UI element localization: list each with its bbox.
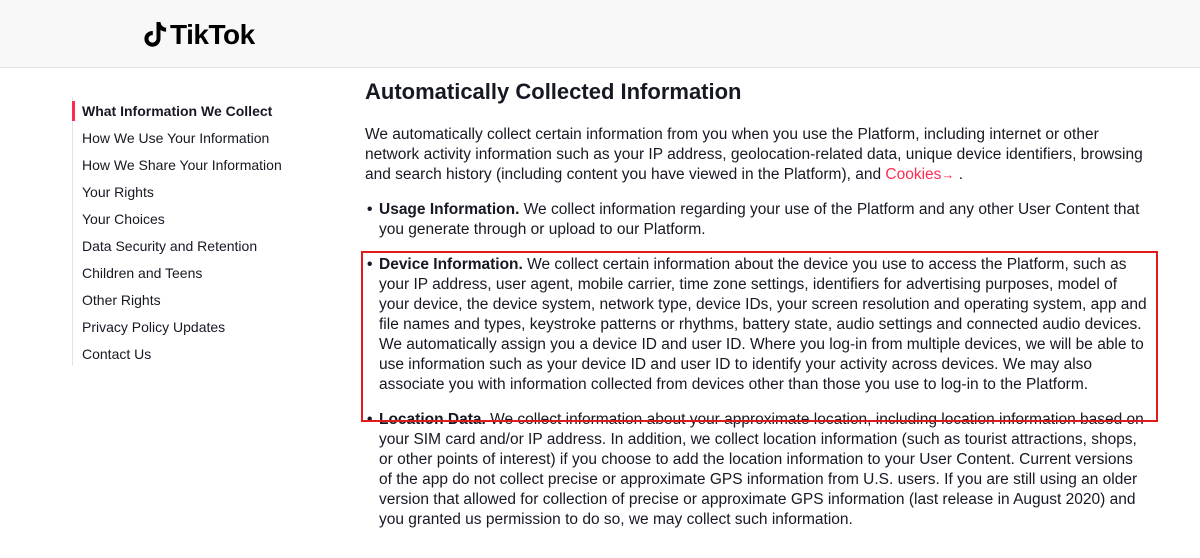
cookies-link-label: Cookies xyxy=(885,166,942,183)
intro-text: We automatically collect certain information from you when you use the Platform, including internet or other network activity information such as your IP address, geolocation-related data, unique device identifiers, browsing and search history (including content you have viewed in the Platform), and xyxy=(365,126,1143,183)
list-item-usage-information xyxy=(365,200,1149,240)
page-title: Automatically Collected Information xyxy=(365,79,742,104)
tiktok-note-icon xyxy=(144,21,168,49)
arrow-right-icon: → xyxy=(941,167,955,182)
bullet-text: We collect information regarding your use of the Platform and any other User Content that you generate through or upload to our Platform. xyxy=(379,201,1140,238)
sidebar-item-your-choices[interactable]: Your Choices xyxy=(82,211,165,227)
sidebar-item-other-rights[interactable]: Other Rights xyxy=(82,292,161,308)
list-item-device-information xyxy=(365,255,1149,395)
sidebar-item-your-rights[interactable]: Your Rights xyxy=(82,184,154,200)
bullet-heading: Location Data. xyxy=(379,411,486,428)
sidebar-item-how-we-share-your-information[interactable]: How We Share Your Information xyxy=(82,157,282,173)
sidebar-item-children-and-teens[interactable]: Children and Teens xyxy=(82,265,203,281)
bullet-dot: • xyxy=(367,411,373,428)
sidebar-item-data-security-and-retention[interactable]: Data Security and Retention xyxy=(82,238,258,254)
sidebar-nav xyxy=(72,98,333,366)
tiktok-logo[interactable] xyxy=(144,17,255,53)
bullet-text: We collect certain information about the device you use to access the Platform, such as your IP address, user agent, mobile carrier, time zone settings, identifiers for advertising purposes, model of your device, the device system, network type, device IDs, your screen resolution and operating system, app and file names and types, keystroke patterns or rhythms, battery state, audio settings and connected audio devices. We automatically assign you a device ID and user ID. Where you log-in from multiple devices, we will be able to use information such as your device ID and user ID to identify your activity across devices. We may also associate you with information collected from devices other than those you use to log-in to the Platform. xyxy=(379,256,1147,393)
sidebar-item-how-we-use-your-information[interactable]: How We Use Your Information xyxy=(82,130,270,146)
intro-paragraph xyxy=(365,125,1155,185)
bullet-heading: Usage Information. xyxy=(379,201,520,218)
bullet-dot: • xyxy=(367,256,373,273)
bullet-dot: • xyxy=(367,201,373,218)
sidebar-item-privacy-policy-updates[interactable]: Privacy Policy Updates xyxy=(82,319,226,335)
bullet-heading: Device Information. xyxy=(379,256,523,273)
collected-info-list xyxy=(365,200,1165,530)
intro-end: . xyxy=(954,166,964,183)
list-item-location-data xyxy=(365,410,1149,530)
bullet-text: We collect information about your approximate location, including location information based on your SIM card and/or IP address. In addition, we collect location information (such as tourist attractions, shops, or other points of interest) if you choose to add the location information to your User Content. Current versions of the app do not collect precise or approximate GPS information from U.S. users. If you are still using an older version that allowed for collection of precise or approximate GPS information (last release in August 2020) and you granted us permission to do so, we may collect such information. xyxy=(379,411,1144,528)
sidebar-item-what-information-we-collect[interactable]: What Information We Collect xyxy=(73,98,333,125)
site-header xyxy=(0,0,1200,68)
main-content xyxy=(365,68,1165,530)
brand-name: TikTok xyxy=(170,19,255,50)
sidebar-item-contact-us[interactable]: Contact Us xyxy=(82,346,152,362)
cookies-link[interactable] xyxy=(885,166,954,183)
